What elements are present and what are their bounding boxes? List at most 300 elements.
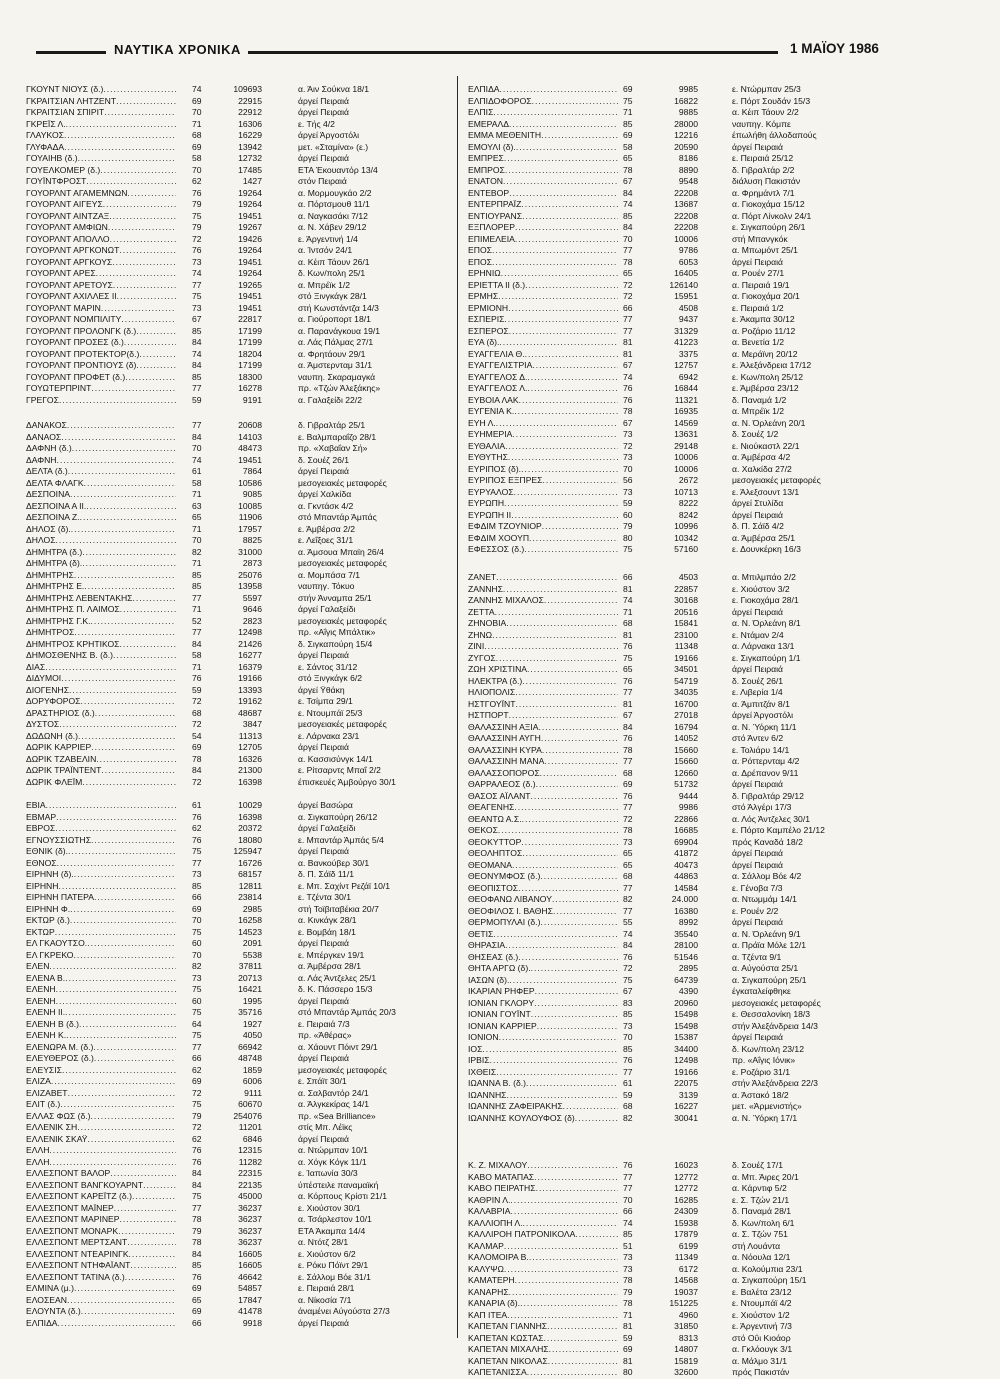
- position: α. Νόουλα 12/1: [732, 1252, 791, 1262]
- tonnage: 16285: [674, 1194, 698, 1205]
- ship-name: ΕΛΛΕΣΠΟΝΤ ΒΑΝΓΚΟΥΑΡΝΤ .....: [26, 1180, 176, 1192]
- ship-name: ΕΥΡΩΠΗ ΙΙ .....: [468, 510, 618, 522]
- build-year: 59: [623, 1332, 633, 1343]
- position: α. Κόρπους Κρίστι 21/1: [298, 1191, 387, 1201]
- build-year: 84: [623, 222, 633, 232]
- ship-name: ΙΟΣ .....: [468, 1044, 618, 1056]
- ship-name: ΓΚΡΑΙΤΣΙΑΝ ΛΗΤΖΕΝΤ .....: [26, 96, 176, 108]
- position: δ. Κων/πολη 6/1: [732, 1217, 795, 1228]
- build-year: 78: [623, 1275, 633, 1285]
- position: α. Λάς Άντζελες 25/1: [298, 972, 377, 983]
- ship-name: ΚΑΝΑΡΗΣ .....: [468, 1287, 618, 1299]
- ship-name: ΚΑΛΟΜΟΙΡΑ Β. .....: [468, 1252, 618, 1264]
- position: α. Ντώρμπαν 10/1: [298, 1145, 368, 1155]
- ship-name: ΘΕΚΟΣ .....: [468, 825, 618, 837]
- ship-name: ΓΟΥΩΤΕΡΠΡΙΝΤ .....: [26, 383, 176, 395]
- position: ναυπη. Σκαραμαγκά: [298, 371, 376, 382]
- position: ε. Τής 4/2: [298, 118, 335, 129]
- tonnage: 40473: [674, 859, 698, 870]
- build-year: 76: [192, 245, 202, 255]
- tonnage: 22208: [674, 187, 698, 198]
- ship-name: ΙΩΑΝΝΗΣ .....: [468, 1090, 618, 1102]
- build-year: 84: [623, 721, 633, 732]
- position: α. Κασσισύνγκ 14/1: [298, 753, 373, 764]
- tonnage: 9885: [678, 107, 698, 117]
- build-year: 81: [623, 629, 633, 640]
- tonnage: 48748: [238, 1053, 262, 1063]
- position: α. Ίντσόν 24/1: [298, 245, 353, 255]
- position: α. Σιγκαπούρη 15/1: [732, 1275, 807, 1285]
- build-year: 75: [192, 210, 202, 221]
- ship-name: ΕΛΕΝΗ .....: [26, 996, 176, 1008]
- ship-name: ΔΕΛΤΑ (δ.) .....: [26, 466, 176, 478]
- build-year: 65: [623, 859, 633, 870]
- ship-name: ΘΕΟΝΥΜΦΟΣ (δ.) .....: [468, 871, 618, 883]
- position: ε. Πειραιά 7/3: [298, 1018, 350, 1029]
- tonnage: 12498: [238, 627, 262, 637]
- ship-name: ΗΛΙΟΠΟΛΙΣ .....: [468, 687, 618, 699]
- ship-name: ΕΙΡΗΝΗ (δ). .....: [26, 869, 176, 881]
- ship-name: ΓΟΥΟΡΛΝΤ ΜΑΡΙΝ .....: [26, 303, 176, 315]
- position: α. Άμστερνταμ 31/1: [298, 360, 372, 370]
- build-year: 77: [623, 905, 633, 916]
- ship-name: ΔΗΜΗΤΡΗΣ Ε. .....: [26, 581, 176, 593]
- tonnage: 28100: [674, 940, 698, 950]
- ship-name: ΓΟΥΟΡΛΝΤ ΝΟΜΠΙΛΙΤΥ .....: [26, 314, 176, 326]
- build-year: 85: [192, 325, 202, 336]
- build-year: 85: [623, 1009, 633, 1019]
- ship-name: ΕΥΡΙΠΟΣ ΕΞΠΡΕΣ .....: [468, 475, 618, 487]
- position: α. Χαλκίδα 27/2: [732, 463, 792, 474]
- position: ε. Τζέντα 30/1: [298, 892, 351, 902]
- tonnage: 12772: [674, 1171, 698, 1182]
- build-year: 70: [192, 107, 202, 117]
- position: δ. Γιβραλτάρ 25/1: [298, 420, 366, 430]
- tonnage: 19037: [674, 1286, 698, 1297]
- position: α. Μπωμόντ 25/1: [732, 245, 798, 255]
- build-year: 79: [623, 521, 633, 531]
- build-year: 76: [192, 673, 202, 683]
- ship-name: ΘΑΛΑΣΣΙΝΗ ΜΑΝΑ .....: [468, 756, 618, 768]
- ship-name: ΘΑΛΑΣΣΙΝΗ ΑΞΙΑ .....: [468, 722, 618, 734]
- ship-name: ΕΦΕΣΣΟΣ (δ.) .....: [468, 544, 618, 556]
- position: α. Ν. Ύόρκη 17/1: [732, 1112, 798, 1123]
- position: άργεί Πειραιά: [732, 256, 783, 267]
- build-year: 78: [623, 1298, 633, 1308]
- position: α. Μπ. Άιρες 20/1: [732, 1171, 799, 1182]
- build-year: 70: [623, 463, 633, 474]
- tonnage: 1859: [242, 1064, 262, 1075]
- tonnage: 16844: [674, 383, 698, 393]
- position: στόν Πειραιά: [298, 176, 347, 186]
- tonnage: 16023: [674, 1160, 698, 1170]
- position: ε. Λιβερία 1/4: [732, 687, 783, 697]
- ship-name: ΕΛΕΥΘΕΡΟΣ (δ.) .....: [26, 1053, 176, 1065]
- position: στήν Άλεξάνδρεια 22/3: [732, 1078, 818, 1088]
- build-year: 73: [192, 256, 202, 267]
- ship-name: ΕΥΗ Λ. .....: [468, 418, 618, 430]
- ship-name: ΕΛΛΕΣΠΟΝΤ ΚΑΡΕΪΤΖ (δ.) .....: [26, 1191, 176, 1203]
- tonnage: 45000: [238, 1191, 262, 1201]
- build-year: 69: [192, 742, 202, 752]
- ship-name: ΔΕΛΤΑ ΦΛΑΓΚ .....: [26, 478, 176, 490]
- position: άργεί Πειραιά: [298, 466, 349, 476]
- position: άργεί Γαλαξείδι: [298, 823, 356, 833]
- ship-name: ΙΩΑΝΝΑ Β. (δ.) .....: [468, 1078, 618, 1090]
- tonnage: 19264: [238, 245, 262, 255]
- build-year: 76: [192, 1271, 202, 1282]
- position: έπισκευές Άμβούργο 30/1: [298, 776, 396, 787]
- ship-name: ΙΩΑΝΝΗΣ ΖΑΦΕΙΡΑΚΗΣ .....: [468, 1101, 618, 1113]
- ship-name: ΕΘΝΟΣ .....: [26, 858, 176, 870]
- tonnage: 19426: [238, 233, 262, 244]
- tonnage: 6053: [678, 256, 698, 267]
- position: α. Ν. Ύόρκη 11/1: [732, 721, 797, 732]
- tonnage: 13958: [238, 581, 262, 591]
- build-year: 77: [623, 314, 633, 324]
- position: α. Κάρντιφ 5/2: [732, 1183, 787, 1193]
- build-year: 82: [192, 546, 202, 557]
- build-year: 84: [192, 360, 202, 370]
- build-year: 84: [192, 431, 202, 442]
- build-year: 79: [192, 1225, 202, 1236]
- ship-name: ΕΛΠΙΣ .....: [468, 107, 618, 119]
- position: ε. Νιούκαστλ 22/1: [732, 440, 800, 451]
- position: άργεί Πειραιά: [732, 664, 783, 674]
- build-year: 71: [192, 489, 202, 499]
- build-year: 72: [623, 963, 633, 973]
- position: άργεί Πειραιά: [732, 779, 783, 789]
- tonnage: 2823: [242, 615, 262, 626]
- ship-name: ΕΛΕΝΗ .....: [26, 984, 176, 996]
- ship-name: ΕΛΜΙΝΑ (μ.) .....: [26, 1283, 176, 1295]
- build-year: 72: [192, 1122, 202, 1132]
- position: ε. Θεσσαλονίκη 18/3: [732, 1009, 811, 1019]
- build-year: 70: [623, 233, 633, 244]
- position: πρ. «Αΐγις Μπάλτικ»: [298, 627, 376, 637]
- tonnage: 17879: [674, 1229, 698, 1239]
- ship-name: ΚΑΛΑΒΡΙΑ .....: [468, 1206, 618, 1218]
- build-year: 80: [623, 532, 633, 543]
- tonnage: 15819: [674, 1355, 698, 1366]
- position: α. Άμβέρσα 4/2: [732, 452, 791, 462]
- tonnage: 41223: [674, 337, 698, 347]
- position: άργεί Πειραιά: [732, 509, 783, 520]
- build-year: 66: [623, 1206, 633, 1216]
- tonnage: 35716: [238, 1007, 262, 1017]
- position: άργεί Χαλκίδα: [298, 489, 352, 499]
- position: άργεί Πειραιά: [732, 917, 783, 927]
- ship-name: ΓΟΥΟΡΛΝΤ ΑΡΕΤΟΥΣ .....: [26, 280, 176, 292]
- position: ε. Άμβέρσα 2/2: [298, 523, 356, 534]
- ship-name: ΕΚΤΩΡ .....: [26, 927, 176, 939]
- tonnage: 15498: [674, 1020, 698, 1031]
- build-year: 77: [192, 279, 202, 290]
- position: μεσογειακές μεταφορές: [298, 1064, 387, 1075]
- ship-name: ΕΛΛΕΣΠΟΝΤ ΜΑΪΝΕΡ .....: [26, 1203, 176, 1215]
- build-year: 59: [192, 394, 202, 405]
- position: ε. Λεΐξοες 31/1: [298, 535, 354, 545]
- ship-name: ΘΕΡΜΟΠΥΛΑΙ (δ.) .....: [468, 917, 618, 929]
- ship-name: ΘΕΟΦΑΝΩ ΛΙΒΑΝΟΥ .....: [468, 894, 618, 906]
- position: ε. Βαλέτα 23/12: [732, 1286, 792, 1297]
- build-year: 78: [623, 256, 633, 267]
- position: στό Άλγέρι 17/3: [732, 802, 792, 812]
- build-year: 73: [623, 452, 633, 462]
- build-year: 69: [623, 1344, 633, 1354]
- ship-name: ΘΑΛΑΣΣΙΝΗ ΑΥΓΗ .....: [468, 733, 618, 745]
- ship-name: ΘΕΤΙΣ .....: [468, 929, 618, 941]
- ship-name: ΙΟΝΙΟΝ .....: [468, 1032, 618, 1044]
- build-year: 74: [623, 371, 633, 382]
- tonnage: 12216: [674, 130, 698, 140]
- build-year: 67: [623, 710, 633, 720]
- build-year: 75: [623, 652, 633, 663]
- position: α. Πόρτ Λίνκολν 24/1: [732, 210, 812, 221]
- position: στό Οΰι Κιοάορ: [732, 1332, 791, 1343]
- build-year: 75: [192, 1099, 202, 1109]
- ship-name: ΘΕΟΜΑΝΑ .....: [468, 860, 618, 872]
- build-year: 73: [623, 1252, 633, 1262]
- position: ε. Τσίμπα 29/1: [298, 696, 353, 706]
- build-year: 76: [192, 1156, 202, 1167]
- ship-name: ΕΡΜΗΣ .....: [468, 291, 618, 303]
- tonnage: 22912: [238, 107, 262, 117]
- build-year: 75: [192, 846, 202, 856]
- position: δ. Π. Σάϊδ 4/2: [732, 521, 784, 531]
- ship-name: ΙΧΘΕΙΣ .....: [468, 1067, 618, 1079]
- ship-name: ΕΥΑΓΓΕΛΟΣ Δ. .....: [468, 372, 618, 384]
- tonnage: 64739: [674, 974, 698, 985]
- tonnage: 16326: [238, 753, 262, 764]
- build-year: 67: [623, 176, 633, 186]
- build-year: 68: [192, 130, 202, 140]
- build-year: 77: [623, 1183, 633, 1193]
- tonnage: 19166: [674, 652, 698, 663]
- build-year: 84: [192, 765, 202, 775]
- position: α. Μπρέϊκ 1/2: [298, 279, 351, 290]
- build-year: 55: [623, 917, 633, 927]
- build-year: 67: [623, 360, 633, 370]
- build-year: 75: [192, 1191, 202, 1201]
- tonnage: 20713: [238, 972, 262, 983]
- ship-name: ΔΙΑΣ .....: [26, 662, 176, 674]
- build-year: 52: [192, 615, 202, 626]
- position: ε. Ρόκυ Πόϊντ 29/1: [298, 1260, 369, 1270]
- build-year: 79: [623, 1286, 633, 1297]
- tonnage: 19451: [238, 210, 262, 221]
- ship-name: ΔΕΣΠΟΙΝΑ .....: [26, 489, 176, 501]
- tonnage: 5538: [242, 949, 262, 960]
- tonnage: 12315: [238, 1145, 262, 1155]
- tonnage: 2091: [242, 938, 262, 948]
- position: στό Μπαντάρ Άμπάς: [298, 512, 377, 522]
- ship-name: ΗΛΕΚΤΡΑ (δ.) .....: [468, 676, 618, 688]
- ship-name: ΕΥΡΩΠΗ .....: [468, 498, 618, 510]
- position: ε. Χιούστον 30/1: [298, 1202, 361, 1213]
- position: στίς Μπ. Λέϊκς: [298, 1122, 353, 1132]
- tonnage: 23814: [238, 892, 262, 902]
- ship-name: ΕΥΑ (δ). .....: [468, 337, 618, 349]
- build-year: 76: [192, 1145, 202, 1155]
- position: α. Γιούροπορτ 18/1: [298, 314, 371, 324]
- tonnage: 8992: [678, 917, 698, 927]
- tonnage: 19265: [238, 279, 262, 290]
- position: α. Ντωμμάμ 14/1: [732, 894, 797, 904]
- build-year: 68: [623, 618, 633, 628]
- tonnage: 19264: [238, 187, 262, 198]
- position: α. Παρανάγκουα 19/1: [298, 325, 381, 336]
- ship-name: ΔΙΔΥΜΟΙ .....: [26, 673, 176, 685]
- build-year: 69: [192, 1283, 202, 1293]
- position: άργεί Πειραιά: [732, 848, 783, 858]
- ship-name: ΕΣΠΕΡΟΣ .....: [468, 326, 618, 338]
- build-year: 58: [192, 650, 202, 660]
- build-year: 78: [623, 164, 633, 175]
- page-header: [0, 40, 1000, 60]
- build-year: 74: [192, 348, 202, 359]
- build-year: 74: [192, 454, 202, 465]
- ship-name: ΚΑΛΜΑΡ .....: [468, 1241, 618, 1253]
- ship-name: ΕΥΗΜΕΡΙΑ .....: [468, 429, 618, 441]
- position: ύπέστειλε παναμαϊκή: [298, 1179, 379, 1190]
- position: μεσογειακές μεταφορές: [732, 475, 821, 485]
- build-year: 82: [192, 961, 202, 971]
- build-year: 85: [623, 1229, 633, 1239]
- ship-name: Κ. Ζ. ΜΙΧΑΛΟΥ .....: [468, 1160, 618, 1172]
- position: ε. Άργεντινή 7/3: [732, 1321, 792, 1331]
- position: στό Ξινγκάγκ 6/2: [298, 673, 363, 683]
- tonnage: 11201: [238, 1122, 262, 1132]
- position: άργεί Πειραιά: [732, 859, 783, 870]
- tonnage: 22208: [674, 222, 698, 232]
- position: ε. Ντάμαν 2/4: [732, 629, 784, 640]
- ship-name: ΓΟΥΑΙΗΒ (δ.) .....: [26, 153, 176, 165]
- ship-name: ΙΚΑΡΙΑΝ ΡΗΦΕΡ .....: [468, 986, 618, 998]
- ship-name: ΙΟΝΙΑΝ ΓΚΛΟΡΥ .....: [468, 998, 618, 1010]
- tonnage: 11348: [674, 641, 698, 651]
- build-year: 70: [623, 1032, 633, 1042]
- build-year: 73: [192, 869, 202, 879]
- position: ε. Σιγκαπούρη 26/1: [732, 222, 806, 232]
- position: άργεί Πειραιά: [298, 1053, 349, 1063]
- ship-name: ΕΛΕΥΣΙΣ .....: [26, 1065, 176, 1077]
- build-year: 75: [192, 926, 202, 937]
- position: ε. Ροζάριο 31/1: [732, 1066, 790, 1077]
- publication-title: ΝΑΥΤΙΚΑ ΧΡΟΝΙΚΑ: [114, 42, 241, 57]
- build-year: 74: [623, 1217, 633, 1228]
- tonnage: 11313: [238, 730, 262, 741]
- ship-name: ΘΕΑΓΕΝΗΣ .....: [468, 802, 618, 814]
- tonnage: 126140: [669, 279, 698, 290]
- tonnage: 34501: [674, 664, 698, 674]
- tonnage: 9444: [678, 790, 698, 801]
- ship-name: ΘΗΡΑΣΙΑ .....: [468, 940, 618, 952]
- tonnage: 9111: [244, 1087, 262, 1098]
- ship-name: ΚΑΘΡΙΝ Λ. .....: [468, 1195, 618, 1207]
- build-year: 60: [192, 938, 202, 948]
- ship-name: ΖΩΗ ΧΡΙΣΤΙΝΑ .....: [468, 664, 618, 676]
- tonnage: 22915: [238, 95, 262, 106]
- tonnage: 36237: [238, 1225, 262, 1236]
- position: ε. Χιούστον 6/2: [298, 1248, 356, 1259]
- tonnage: 30168: [674, 595, 698, 605]
- ship-name: ΕΛ ΓΚΡΕΚΟ .....: [26, 950, 176, 962]
- build-year: 66: [192, 1317, 202, 1328]
- position: δ. Κ. Πάσσερο 15/3: [298, 984, 373, 994]
- ship-name: ΕΜΕΡΑΛΔ .....: [468, 119, 618, 131]
- tonnage: 3375: [678, 348, 698, 359]
- tonnage: 10006: [674, 233, 698, 244]
- build-year: 78: [192, 1237, 202, 1247]
- position: α. Άμσουα Μπαϊη 26/4: [298, 546, 384, 557]
- position: α. Μπρέϊκ 1/2: [732, 406, 785, 416]
- position: α. Άμπιτζάν 8/1: [732, 698, 790, 709]
- tonnage: 31329: [674, 325, 698, 336]
- position: άργεί Άργοστόλι: [298, 130, 360, 140]
- tonnage: 2873: [242, 558, 262, 568]
- tonnage: 16306: [238, 118, 262, 129]
- ship-name: ΕΒΜΑΡ .....: [26, 812, 176, 824]
- ship-name: ΕΝΤΕΡΠΡΑΪΖ .....: [468, 199, 618, 211]
- build-year: 54: [192, 730, 202, 741]
- position: ε. Γένοβα 7/3: [732, 882, 783, 893]
- tonnage: 17199: [238, 360, 262, 370]
- build-year: 80: [623, 1367, 633, 1377]
- build-year: 73: [623, 486, 633, 497]
- ship-name: ΔΗΜΗΤΡΑ (δ). .....: [26, 558, 176, 570]
- tonnage: 17199: [238, 325, 262, 336]
- tonnage: 24309: [674, 1206, 698, 1216]
- position: δ. Παναμά 28/1: [732, 1206, 792, 1216]
- ship-name: ΖΑΝΝΗΣ ΜΙΧΑΛΟΣ .....: [468, 595, 618, 607]
- position: δ. Σουέζ 1/2: [732, 429, 779, 439]
- build-year: 73: [192, 972, 202, 983]
- build-year: 77: [192, 420, 202, 430]
- tonnage: 15951: [674, 291, 698, 301]
- build-year: 69: [623, 779, 633, 789]
- position: α. Άμβέρσα 28/1: [298, 961, 362, 971]
- build-year: 67: [192, 314, 202, 324]
- tonnage: 34035: [674, 687, 698, 697]
- position: έπωλήθη άλλοδαπούς: [732, 130, 817, 140]
- tonnage: 6172: [678, 1263, 698, 1274]
- position: α. Ν. Όρλεάνη 9/1: [732, 928, 801, 939]
- position: διάλυση Πακιστάν: [732, 176, 801, 186]
- tonnage: 109693: [233, 84, 262, 94]
- position: ναυπηγ. Κόμπε: [732, 118, 791, 129]
- build-year: 72: [192, 233, 202, 244]
- ship-name: ΕΜΜΑ ΜΕΘΕΝΙΤΗ .....: [468, 130, 618, 142]
- tonnage: 4960: [678, 1309, 698, 1320]
- position: μεσογειακές μεταφορές: [732, 997, 821, 1008]
- build-year: 73: [192, 302, 202, 313]
- tonnage: 9985: [678, 84, 698, 94]
- position: ε. Σ. Τζών 21/1: [732, 1194, 790, 1205]
- build-year: 79: [192, 222, 202, 232]
- position: μεσογειακές μεταφορές: [298, 558, 387, 568]
- ship-name: ΚΑΒΟ ΠΕΙΡΑΤΗΣ .....: [468, 1183, 618, 1195]
- build-year: 82: [623, 1112, 633, 1123]
- ship-name: ΕΡΜΙΟΝΗ .....: [468, 303, 618, 315]
- build-year: 81: [623, 348, 633, 359]
- ship-name: ΘΕΟΚΥΤΤΟΡ .....: [468, 837, 618, 849]
- ship-name: ΕΦΔΙΜ ΧΟΟΥΠ .....: [468, 533, 618, 545]
- build-year: 74: [623, 199, 633, 209]
- build-year: 77: [192, 383, 202, 393]
- position: α. Μορμουγκάο 2/2: [298, 187, 372, 198]
- tonnage: 6942: [678, 371, 698, 382]
